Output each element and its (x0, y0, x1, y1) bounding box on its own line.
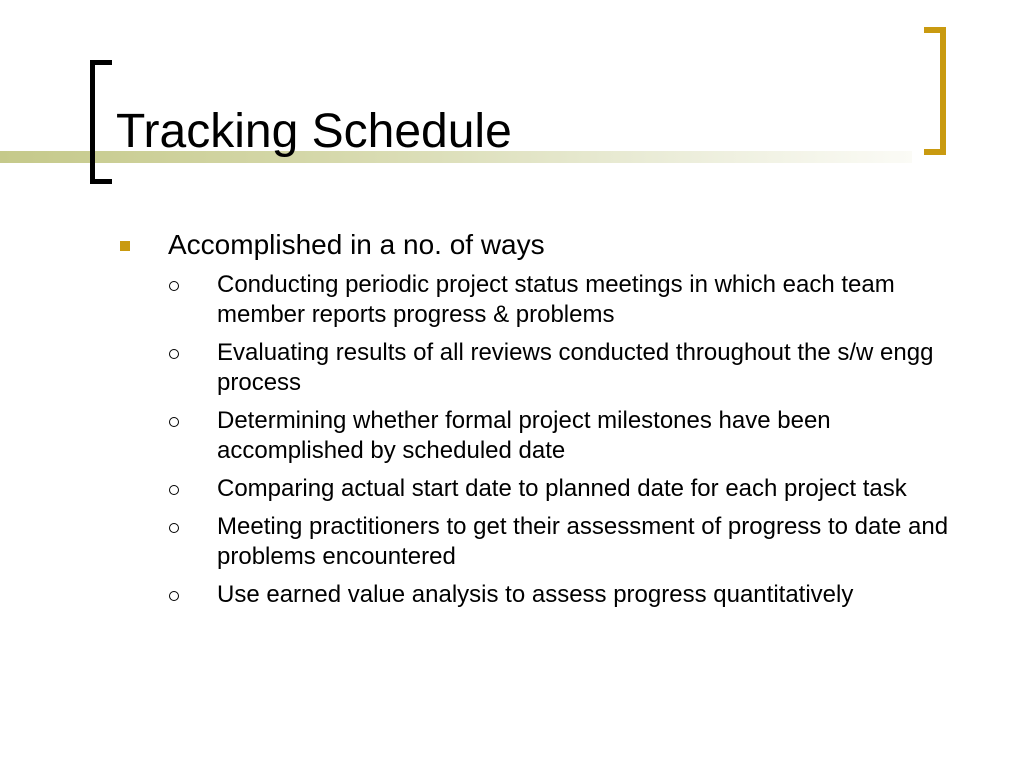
square-bullet-icon (120, 241, 130, 251)
circle-bullet-icon (169, 591, 179, 601)
sub-bullet-text: Evaluating results of all reviews conducted throughout the s/w engg process (217, 339, 934, 396)
sub-bullet-text: Comparing actual start date to planned date for each project task (217, 475, 907, 502)
circle-bullet-icon (169, 349, 179, 359)
sub-bullet-item (116, 580, 966, 610)
circle-bullet-icon (169, 281, 179, 291)
sub-bullet-item (116, 512, 966, 572)
sub-bullet-item (116, 338, 966, 398)
sub-bullet-text: Use earned value analysis to assess progress quantitatively (217, 581, 854, 608)
circle-bullet-icon (169, 523, 179, 533)
main-bullet-text: Accomplished in a no. of ways (168, 229, 545, 260)
sub-bullet-item (116, 406, 966, 466)
left-bracket-decoration (90, 60, 112, 184)
sub-bullet-item (116, 270, 966, 330)
main-bullet-item (116, 224, 966, 266)
slide-content (116, 224, 966, 618)
sub-bullet-list (116, 270, 966, 610)
circle-bullet-icon (169, 417, 179, 427)
sub-bullet-text: Conducting periodic project status meetings in which each team member reports progress & problems (217, 271, 895, 328)
sub-bullet-text: Determining whether formal project milestones have been accomplished by scheduled date (217, 407, 831, 464)
right-bracket-decoration (924, 27, 946, 155)
sub-bullet-item (116, 474, 966, 504)
slide-title: Tracking Schedule (116, 105, 512, 158)
sub-bullet-text: Meeting practitioners to get their assessment of progress to date and problems encountered (217, 513, 949, 570)
circle-bullet-icon (169, 485, 179, 495)
